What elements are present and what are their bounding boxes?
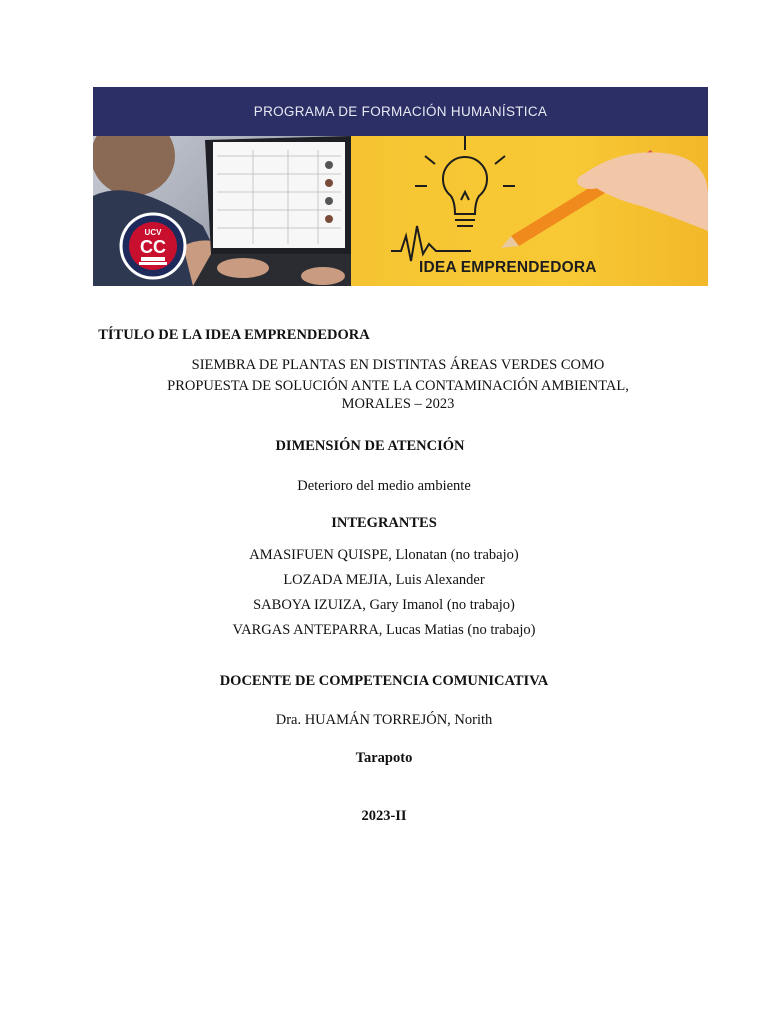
svg-text:UCV: UCV	[144, 228, 162, 237]
idea-emprendedora-label: IDEA EMPRENDEDORA	[419, 259, 597, 276]
program-title: PROGRAMA DE FORMACIÓN HUMANÍSTICA	[253, 104, 548, 119]
dimension-text: Deterioro del medio ambiente	[297, 478, 471, 494]
title-heading: TÍTULO DE LA IDEA EMPRENDEDORA	[98, 327, 370, 343]
dimension-heading: DIMENSIÓN DE ATENCIÓN	[275, 438, 465, 454]
laptop-illustration	[93, 136, 351, 286]
project-title-line-1: SIEMBRA DE PLANTAS EN DISTINTAS ÁREAS VERDES COMO	[191, 357, 605, 373]
ucv-logo-icon	[121, 214, 185, 278]
period: 2023-II	[361, 808, 407, 824]
laptop-photo	[93, 136, 351, 286]
header-banner	[93, 87, 708, 286]
city: Tarapoto	[355, 750, 413, 766]
lightbulb-icon	[415, 136, 515, 226]
teacher-heading: DOCENTE DE COMPETENCIA COMUNICATIVA	[219, 673, 549, 689]
teacher-name: Dra. HUAMÁN TORREJÓN, Norith	[275, 712, 493, 728]
member-2: LOZADA MEJIA, Luis Alexander	[283, 572, 485, 588]
member-3: SABOYA IZUIZA, Gary Imanol (no trabajo)	[253, 597, 515, 613]
project-title-line-2: PROPUESTA DE SOLUCIÓN ANTE LA CONTAMINACIÓN AMBIENTAL,	[167, 378, 629, 394]
program-title-bar	[93, 87, 708, 136]
member-4: VARGAS ANTEPARRA, Lucas Matias (no trabajo)	[232, 622, 536, 638]
svg-text:CC: CC	[140, 237, 166, 257]
project-title-line-3: MORALES – 2023	[341, 396, 455, 412]
members-heading: INTEGRANTES	[331, 515, 437, 531]
member-1: AMASIFUEN QUISPE, Llonatan (no trabajo)	[249, 547, 519, 563]
